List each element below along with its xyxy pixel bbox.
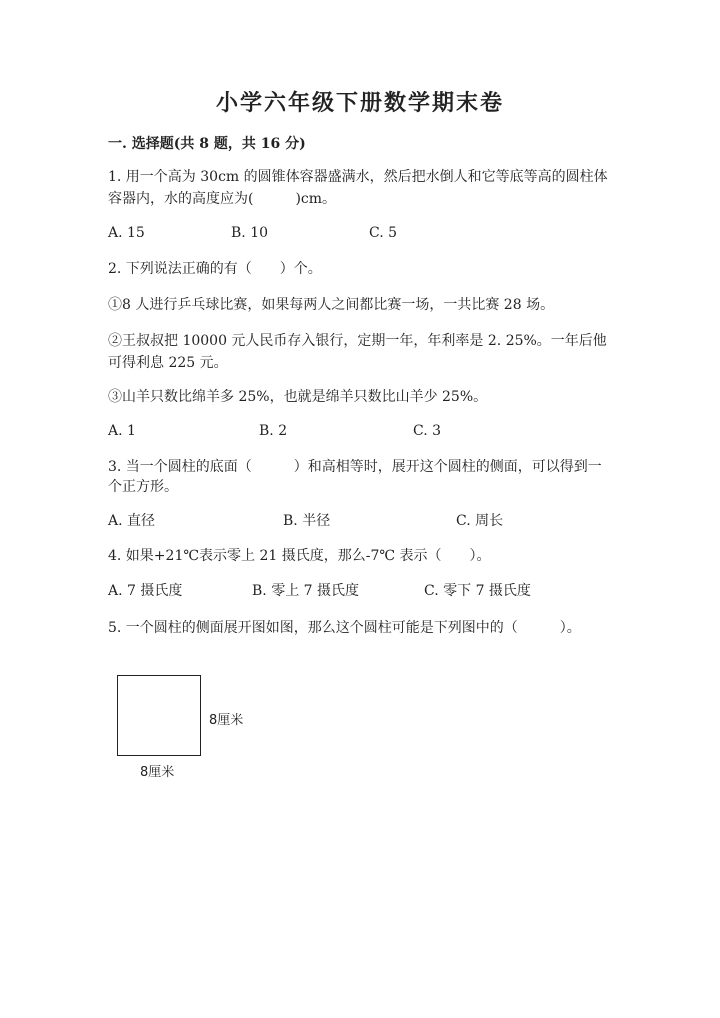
question-3-line-1: 3. 当一个圆柱的底面（ ）和高相等时，展开这个圆柱的侧面，可以得到一 xyxy=(108,459,602,475)
cylinder-net-square xyxy=(117,675,201,756)
question-1-option-b: B. 10 xyxy=(231,225,269,241)
question-4-option-a: A. 7 摄氏度 xyxy=(108,583,183,599)
question-3-line-2: 个正方形。 xyxy=(108,479,178,495)
figure-bottom-label: 8厘米 xyxy=(140,765,175,780)
question-1-line-1: 1. 用一个高为 30cm 的圆锥体容器盛满水，然后把水倒人和它等底等高的圆柱体 xyxy=(108,169,608,185)
page-title: 小学六年级下册数学期末卷 xyxy=(215,90,504,116)
question-2-statement-2-line-1: ②王叔叔把 10000 元人民币存入银行，定期一年，年利率是 2. 25%。一年后他 xyxy=(108,333,607,349)
question-4-option-b: B. 零上 7 摄氏度 xyxy=(252,583,359,599)
question-4-line-1: 4. 如果+21℃表示零上 21 摄氏度，那么-7℃ 表示（ ）。 xyxy=(108,548,491,564)
question-4-option-c: C. 零下 7 摄氏度 xyxy=(424,583,531,599)
question-2-option-b: B. 2 xyxy=(259,423,288,439)
question-3-option-a: A. 直径 xyxy=(108,513,156,529)
figure-side-label: 8厘米 xyxy=(209,713,244,728)
question-1-option-a: A. 15 xyxy=(108,225,145,241)
question-2-option-c: C. 3 xyxy=(413,423,442,439)
question-2-option-a: A. 1 xyxy=(108,423,136,439)
section-header: 一. 选择题(共 8 题，共 16 分) xyxy=(108,136,306,152)
question-2-statement-1: ①8 人进行乒乓球比赛，如果每两人之间都比赛一场，一共比赛 28 场。 xyxy=(108,297,555,313)
question-2-statement-2-line-2: 可得利息 225 元。 xyxy=(108,355,228,371)
question-1-option-c: C. 5 xyxy=(369,225,398,241)
question-5-line-1: 5. 一个圆柱的侧面展开图如图，那么这个圆柱可能是下列图中的（ ）。 xyxy=(108,620,581,636)
question-2-line-1: 2. 下列说法正确的有（ ）个。 xyxy=(108,261,322,277)
question-1-line-2: 容器内，水的高度应为( )cm。 xyxy=(108,191,337,207)
question-3-option-c: C. 周长 xyxy=(456,513,504,529)
question-2-statement-3: ③山羊只数比绵羊多 25%，也就是绵羊只数比山羊少 25%。 xyxy=(108,389,488,405)
question-3-option-b: B. 半径 xyxy=(283,513,331,529)
